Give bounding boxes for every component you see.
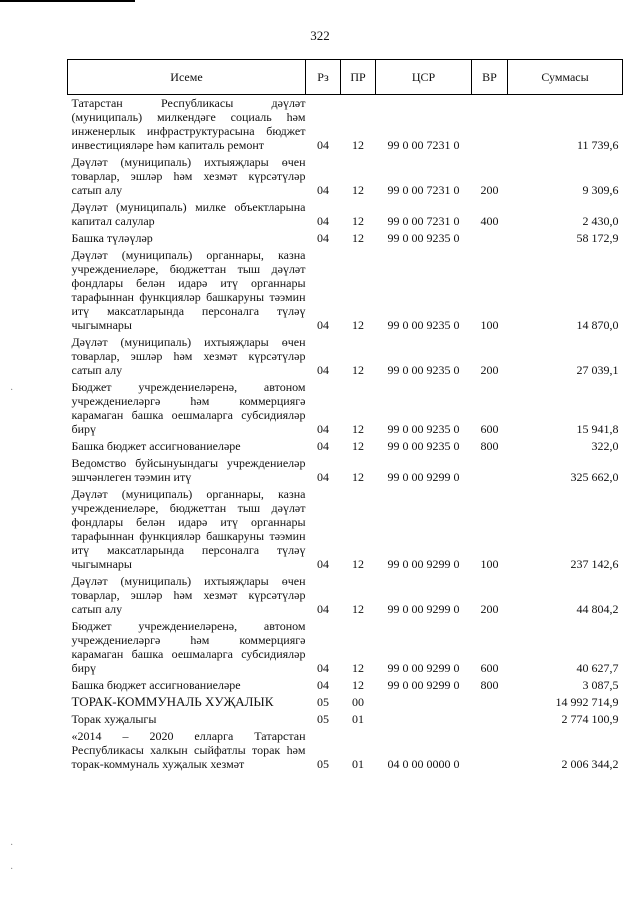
row-vr [472, 95, 508, 155]
row-pr: 12 [352, 470, 364, 484]
row-vr: 800 [480, 439, 499, 453]
row-csr [376, 694, 472, 711]
table-row [68, 618, 623, 677]
row-sum: 2 006 344,2 [561, 757, 619, 771]
table-row [68, 728, 623, 773]
row-csr: 99 0 00 9235 0 [387, 439, 460, 453]
table-row [68, 230, 623, 247]
row-vr [472, 728, 508, 773]
row-sum: 9 309,6 [582, 183, 619, 197]
table-row [68, 711, 623, 728]
row-name: Дәүләт (муниципаль) органнары, казна учреждениеләре, бюджеттан тыш дәүләт фондлары белән идарә итү органнары тарафыннан функцияләр башкаруны тәэмин итү максатларында персоналга түләү чыгымнары [71, 248, 306, 332]
header-rz: Рз [306, 60, 341, 95]
row-sum: 3 087,5 [582, 678, 619, 692]
header-vr: ВР [472, 60, 508, 95]
scan-speck: · [10, 840, 15, 851]
scan-speck: · [10, 385, 15, 396]
table-row [68, 154, 623, 199]
row-rz: 04 [317, 602, 329, 616]
table-row [68, 677, 623, 694]
row-rz: 04 [317, 138, 329, 152]
row-pr: 12 [352, 214, 364, 228]
row-name: Бюджет учреждениеләренә, автоном учреждениеләргә һәм коммерциягә карамаган башка оешмаларга субсидияләр бирү [71, 380, 306, 436]
row-rz: 04 [317, 183, 329, 197]
table-row [68, 334, 623, 379]
row-rz: 05 [317, 757, 329, 771]
row-sum: 44 804,2 [576, 602, 619, 616]
row-name: Дәүләт (муниципаль) ихтыяҗлары өчен товарлар, эшләр һәм хезмәт күрсәтүләр сатып алу [71, 335, 306, 377]
row-pr: 12 [352, 678, 364, 692]
row-rz: 04 [317, 557, 329, 571]
table-row [68, 95, 623, 155]
row-sum: 325 662,0 [570, 470, 619, 484]
row-name: Ведомство буйсынуындагы учреждениеләр эшчәнлеген тәэмин итү [71, 456, 306, 484]
row-pr: 12 [352, 661, 364, 675]
row-sum: 2 430,0 [582, 214, 619, 228]
row-pr: 12 [352, 422, 364, 436]
row-csr: 99 0 00 7231 0 [387, 214, 460, 228]
row-sum: 58 172,9 [576, 231, 619, 245]
row-sum: 11 739,6 [576, 138, 619, 152]
row-rz: 04 [317, 661, 329, 675]
header-row [68, 60, 623, 95]
table-row [68, 247, 623, 334]
row-rz: 04 [317, 214, 329, 228]
row-vr [472, 230, 508, 247]
table-row [68, 199, 623, 230]
row-name: Дәүләт (муниципаль) ихтыяҗлары өчен товарлар, эшләр һәм хезмәт күрсәтүләр сатып алу [71, 574, 306, 616]
row-pr: 12 [352, 363, 364, 377]
row-pr: 12 [352, 183, 364, 197]
row-rz: 04 [317, 231, 329, 245]
row-pr: 12 [352, 231, 364, 245]
header-sum: Суммасы [508, 60, 623, 95]
row-pr: 12 [352, 318, 364, 332]
row-pr: 01 [352, 757, 364, 771]
row-pr: 12 [352, 602, 364, 616]
row-rz: 04 [317, 363, 329, 377]
row-vr: 400 [480, 214, 499, 228]
row-pr: 12 [352, 439, 364, 453]
row-sum: 237 142,6 [570, 557, 619, 571]
row-name: Башка бюджет ассигнованиеләре [71, 678, 241, 692]
row-name: Башка түләүләр [71, 231, 153, 245]
row-vr [472, 711, 508, 728]
row-name: Дәүләт (муниципаль) ихтыяҗлары өчен товарлар, эшләр һәм хезмәт күрсәтүләр сатып алу [71, 155, 306, 197]
row-pr: 12 [352, 557, 364, 571]
row-sum: 14 870,0 [576, 318, 619, 332]
row-sum: 15 941,8 [576, 422, 619, 436]
row-vr: 800 [480, 678, 499, 692]
row-vr: 600 [480, 661, 499, 675]
table-row [68, 486, 623, 573]
row-rz: 05 [317, 712, 329, 726]
row-csr: 99 0 00 9235 0 [387, 231, 460, 245]
row-name: Торак хуҗалыгы [71, 712, 157, 726]
row-pr: 01 [352, 712, 364, 726]
row-csr: 04 0 00 0000 0 [387, 757, 460, 771]
table-row [68, 379, 623, 438]
row-rz: 04 [317, 422, 329, 436]
row-csr: 99 0 00 7231 0 [387, 183, 460, 197]
row-sum: 40 627,7 [576, 661, 619, 675]
row-name: ТОРАК-КОММУНАЛЬ ХУҖАЛЫК [71, 694, 274, 709]
row-name: Бюджет учреждениеләренә, автоном учреждениеләргә һәм коммерциягә карамаган башка оешмаларга субсидияләр бирү [71, 619, 306, 675]
row-name: Башка бюджет ассигнованиеләре [71, 439, 241, 453]
row-vr: 200 [480, 183, 499, 197]
header-name: Исеме [68, 60, 306, 95]
row-csr: 99 0 00 9299 0 [387, 661, 460, 675]
row-sum: 14 992 714,9 [555, 695, 619, 709]
budget-table [67, 59, 623, 773]
table-row [68, 455, 623, 486]
table-row [68, 438, 623, 455]
row-csr: 99 0 00 9235 0 [387, 422, 460, 436]
row-name: Дәүләт (муниципаль) милке объектларына капитал салулар [71, 200, 306, 228]
table-row [68, 573, 623, 618]
row-vr: 200 [480, 602, 499, 616]
row-rz: 04 [317, 470, 329, 484]
row-csr: 99 0 00 9299 0 [387, 602, 460, 616]
row-csr: 99 0 00 9299 0 [387, 678, 460, 692]
row-csr: 99 0 00 9299 0 [387, 470, 460, 484]
row-csr [376, 711, 472, 728]
row-sum: 27 039,1 [576, 363, 619, 377]
top-rule [0, 0, 135, 2]
row-vr [472, 455, 508, 486]
row-sum: 322,0 [591, 439, 619, 453]
row-rz: 04 [317, 318, 329, 332]
row-vr: 200 [480, 363, 499, 377]
row-vr [472, 694, 508, 711]
row-sum: 2 774 100,9 [561, 712, 619, 726]
row-rz: 05 [317, 695, 329, 709]
row-name: Дәүләт (муниципаль) органнары, казна учреждениеләре, бюджеттан тыш дәүләт фондлары белән идарә итү органнары тарафыннан функцияләр башкаруны тәэмин итү максатларында персоналга түләү чыгымнары [71, 487, 306, 571]
row-name: Татарстан Республикасы дәүләт (муниципаль) милкендәге социаль һәм инженерлык инфраструктурасына бюджет инвестицияләре һәм капиталь ремонт [71, 96, 306, 152]
row-vr: 600 [480, 422, 499, 436]
row-csr: 99 0 00 9235 0 [387, 363, 460, 377]
row-csr: 99 0 00 7231 0 [387, 138, 460, 152]
header-pr: ПР [341, 60, 376, 95]
header-csr: ЦСР [376, 60, 472, 95]
row-csr: 99 0 00 9235 0 [387, 318, 460, 332]
row-pr: 12 [352, 138, 364, 152]
row-name: «2014 – 2020 елларга Татарстан Республикасы халкын сыйфатлы торак һәм торак-коммуналь хуҗалык хезмәт [71, 729, 306, 771]
scan-speck: · [10, 864, 15, 875]
row-vr: 100 [480, 557, 499, 571]
row-vr: 100 [480, 318, 499, 332]
row-rz: 04 [317, 678, 329, 692]
section-heading-row [68, 694, 623, 711]
row-rz: 04 [317, 439, 329, 453]
row-csr: 99 0 00 9299 0 [387, 557, 460, 571]
page-number: 322 [310, 28, 330, 43]
row-pr: 00 [352, 695, 364, 709]
